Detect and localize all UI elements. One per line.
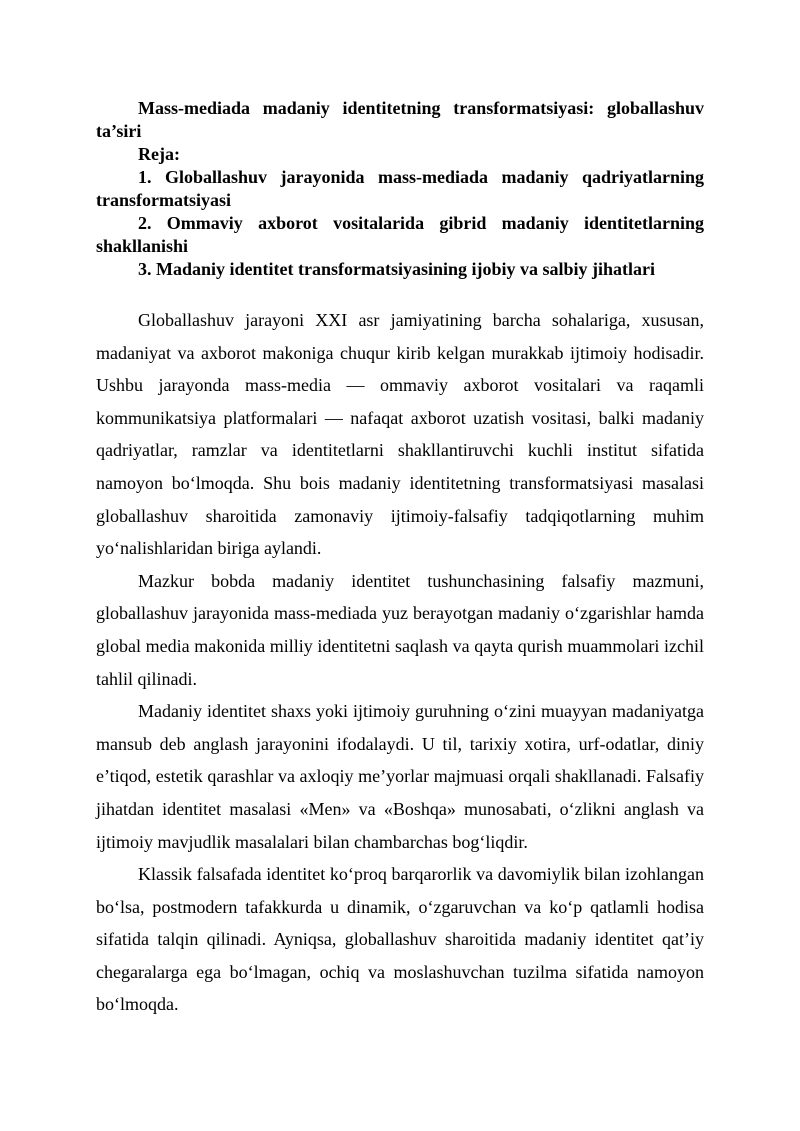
paragraph-identity-definition: Madaniy identitet shaxs yoki ijtimoiy guruhning oʻzini muayyan madaniyatga mansub deb anglash jarayonini ifodalaydi. U til, tarixiy xotira, urf-odatlar, diniy e’tiqod, estetik qarashlar va axloqiy me’yorlar majmuasi orqali shakllanadi. Falsafiy jihatdan identitet masalasi «Men» va «Boshqa» munosabati, oʻzlikni anglash va ijtimoiy mavjudlik masalalari bilan chambarchas bogʻliqdir. [96,701,704,852]
plan-label: Reja: [138,144,180,164]
paragraph-chapter-overview: Mazkur bobda madaniy identitet tushunchasining falsafiy mazmuni, globallashuv jarayonida mass-mediada yuz berayotgan madaniy oʻzgarishlar hamda global media makonida milliy identitetni saqlash va qayta qurish muammolari izchil tahlil qilinadi. [96,570,704,689]
document-title: Mass-mediada madaniy identitetning transformatsiyasi: globallashuv ta’siri [96,98,704,141]
plan-item-2: 2. Ommaviy axborot vositalarida gibrid madaniy identitetlarning shakllanishi [96,213,704,256]
paragraph-classic-vs-postmodern: Klassik falsafada identitet koʻproq barqarorlik va davomiylik bilan izohlangan boʻlsa, postmodern tafakkurda u dinamik, oʻzgaruvchan va koʻp qatlamli hodisa sifatida talqin qilinadi. Ayniqsa, globallashuv sharoitida madaniy identitet qat’iy chegaralarga ega boʻlmagan, ochiq va moslashuvchan tuzilma sifatida namoyon boʻlmoqda. [96,864,704,1015]
paragraph-intro: Globallashuv jarayoni XXI asr jamiyatining barcha sohalariga, xususan, madaniyat va axborot makoniga chuqur kirib kelgan murakkab ijtimoiy hodisadir. Ushbu jarayonda mass-media — ommaviy axborot vositalari va raqamli kommunikatsiya platformalari — nafaqat axborot uzatish vositasi, balki madaniy qadriyatlar, ramzlar va identitetlarni shakllantiruvchi kuchli institut sifatida namoyon boʻlmoqda. Shu bois madaniy identitetning transformatsiyasi masalasi globallashuv sharoitida zamonaviy ijtimoiy-falsafiy tadqiqotlarning muhim yoʻnalishlaridan biriga aylandi. [96,310,704,559]
heading-body-gap [96,281,704,304]
plan-item-1: 1. Globallashuv jarayonida mass-mediada madaniy qadriyatlarning transformatsiyasi [96,167,704,210]
plan-item-3: 3. Madaniy identitet transformatsiyasining ijobiy va salbiy jihatlari [138,259,656,279]
